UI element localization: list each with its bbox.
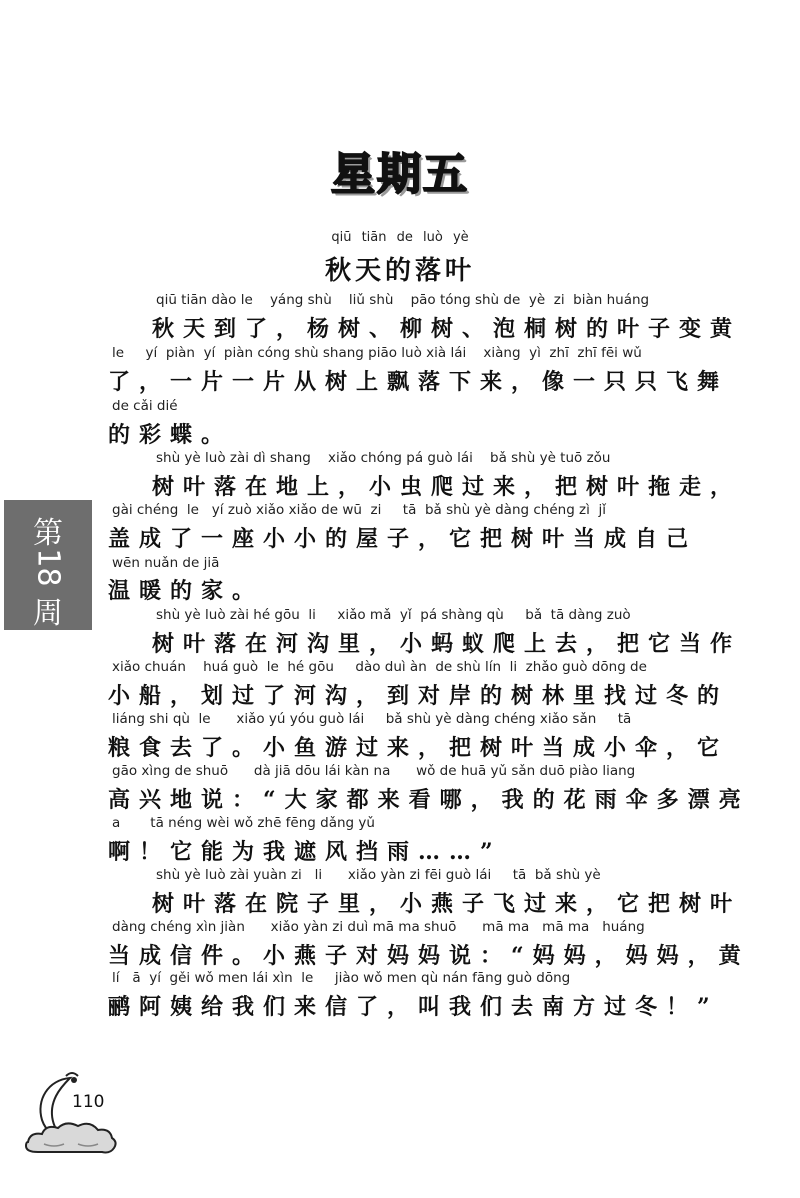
week-tab-suffix: 周 xyxy=(33,596,63,631)
line-pinyin: wēn nuǎn de jiā xyxy=(112,555,220,571)
page-number: 110 xyxy=(72,1092,105,1112)
week-tab-number: 18 xyxy=(30,548,66,587)
story-title: 秋天的落叶 xyxy=(324,256,475,286)
line-text: 盖成了一座小小的屋子，它把树叶当成自己 xyxy=(108,526,698,552)
line-text: 鹂阿姨给我们来信了，叫我们去南方过冬！” xyxy=(108,994,719,1020)
line-pinyin: xiǎo chuán huá guò le hé gōu dào duì àn de shù lín li zhǎo guò dōng de xyxy=(112,659,647,675)
line-text: 树叶落在院子里，小燕子飞过来，它把树叶 xyxy=(152,891,742,917)
line-pinyin: shù yè luò zài hé gōu li xiǎo mǎ yǐ pá shàng qù bǎ tā dàng zuò xyxy=(156,607,631,623)
line-text: 当成信件。小燕子对妈妈说：“妈妈，妈妈，黄 xyxy=(108,943,750,969)
line-text: 树叶落在河沟里，小蚂蚁爬上去，把它当作 xyxy=(152,631,742,657)
line-pinyin: le yí piàn yí piàn cóng shù shang piāo luò xià lái xiàng yì zhī zhī fēi wǔ xyxy=(112,345,642,361)
line-text: 小船，划过了河沟，到对岸的树林里找过冬的 xyxy=(108,683,729,709)
story-title-pinyin: qiū tiān de luò yè xyxy=(331,230,469,245)
line-text: 树叶落在地上，小虫爬过来，把树叶拖走， xyxy=(152,474,742,500)
line-text: 秋天到了，杨树、柳树、泡桐树的叶子变黄 xyxy=(152,316,742,342)
line-text: 高兴地说：“大家都来看哪，我的花雨伞多漂亮 xyxy=(108,787,750,813)
line-pinyin: liáng shi qù le xiǎo yú yóu guò lái bǎ shù yè dàng chéng xiǎo sǎn tā xyxy=(112,711,632,727)
line-pinyin: de cǎi dié xyxy=(112,398,178,414)
line-pinyin: lí ā yí gěi wǒ men lái xìn le jiào wǒ men qù nán fāng guò dōng xyxy=(112,970,571,986)
line-text: 了，一片一片从树上飘落下来，像一只只飞舞 xyxy=(108,369,729,395)
line-pinyin: qiū tiān dào le yáng shù liǔ shù pāo tóng shù de yè zi biàn huáng xyxy=(156,292,650,308)
moon-cloud-icon xyxy=(22,1070,132,1160)
day-title: 星期五 xyxy=(331,149,469,200)
week-tab-prefix: 第 xyxy=(33,516,63,551)
line-text: 的彩蝶。 xyxy=(108,422,233,448)
line-pinyin: shù yè luò zài yuàn zi li xiǎo yàn zi fēi guò lái tā bǎ shù yè xyxy=(156,867,601,883)
line-pinyin: gāo xìng de shuō dà jiā dōu lái kàn na wǒ de huā yǔ sǎn duō piào liang xyxy=(112,763,636,779)
line-pinyin: gài chéng le yí zuò xiǎo xiǎo de wū zi tā bǎ shù yè dàng chéng zì jǐ xyxy=(112,502,606,518)
line-text: 粮食去了。小鱼游过来，把树叶当成小伞，它 xyxy=(108,735,729,761)
week-tab xyxy=(4,500,92,630)
line-pinyin: dàng chéng xìn jiàn xiǎo yàn zi duì mā ma shuō mā ma mā ma huáng xyxy=(112,919,645,935)
line-text: 温暖的家。 xyxy=(108,578,264,604)
line-pinyin: a tā néng wèi wǒ zhē fēng dǎng yǔ xyxy=(112,815,375,831)
line-pinyin: shù yè luò zài dì shang xiǎo chóng pá guò lái bǎ shù yè tuō zǒu xyxy=(156,450,611,466)
line-text: 啊！它能为我遮风挡雨……” xyxy=(108,839,502,865)
